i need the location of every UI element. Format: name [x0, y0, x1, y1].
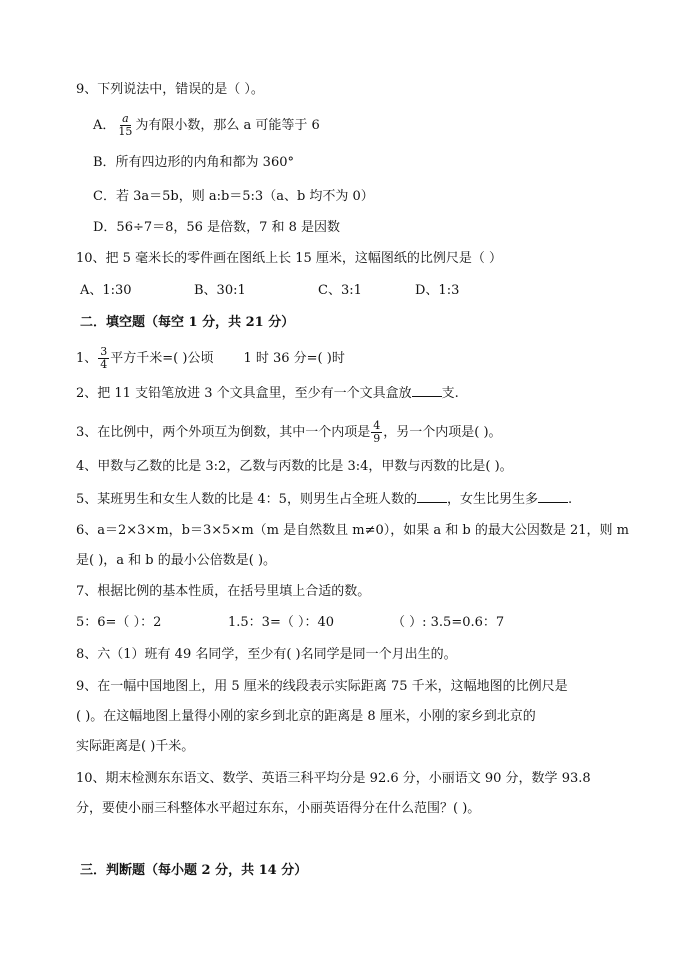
q9-option-d: D．56÷7＝8，56 是倍数，7 和 8 是因数	[93, 220, 341, 235]
fill-q4: 4、甲数与乙数的比是 3:2，乙数与丙数的比是 3:4，甲数与丙数的比是( )。	[76, 459, 513, 474]
fill-q8: 8、六（1）班有 49 名同学，至少有( )名同学是同一个月出生的。	[76, 647, 457, 662]
q9-option-a	[93, 113, 320, 138]
fill-q6-line2: 是( )，a 和 b 的最小公倍数是( )。	[76, 553, 277, 568]
answer-blank[interactable]	[412, 384, 442, 397]
fill-q2-text: 2、把 11 支铅笔放进 3 个文具盒里，至少有一个文具盒放	[76, 386, 412, 401]
q9-option-a-text: 为有限小数，那么 a 可能等于 6	[135, 118, 320, 133]
fill-q7-stem: 7、根据比例的基本性质，在括号里填上合适的数。	[76, 584, 371, 599]
fraction-numerator: a	[122, 112, 129, 125]
fill-q1-part1: 平方千米=( )公顷	[110, 351, 214, 366]
fill-q2	[76, 384, 459, 403]
fill-q1-prefix: 1、	[76, 351, 98, 366]
q10-option-a: A、1:30	[80, 283, 132, 298]
q9-option-c: C．若 3a＝5b，则 a:b＝5:3（a、b 均不为 0）	[93, 189, 374, 204]
fraction-denominator: 9	[373, 432, 381, 445]
fill-q7-item-1: 5：6=（ ）：2	[76, 615, 162, 630]
answer-blank[interactable]	[538, 490, 568, 503]
fill-q10-line2: 分，要使小丽三科整体水平超过东东，小丽英语得分在什么范围？( )。	[76, 801, 481, 816]
section-judge-title: 三．判断题（每小题 2 分，共 14 分）	[80, 863, 308, 878]
fraction-denominator: 4	[100, 358, 108, 371]
fill-q1-part2: 1 时 36 分=( )时	[243, 351, 345, 366]
fill-q5-part2: ，女生比男生多	[446, 492, 538, 507]
q9-option-b: B．所有四边形的内角和都为 360°	[93, 155, 294, 170]
q9-stem: 9、下列说法中，错误的是（ ）。	[76, 82, 264, 97]
fill-q1-fraction	[98, 346, 109, 371]
fill-q7-item-2: 1.5：3=（ ）：40	[228, 615, 335, 630]
fill-q10-line1: 10、期末检测东东语文、数学、英语三科平均分是 92.6 分，小丽语文 90 分，数学 93.8	[76, 771, 591, 786]
fill-q9-line2: ( )。在这幅地图上量得小刚的家乡到北京的距离是 8 厘米，小刚的家乡到北京的	[76, 709, 536, 724]
fill-q7-item-3: （ ）: 3.5=0.6：7	[392, 615, 505, 630]
fill-q5-part1: 5、某班男生和女生人数的比是 4：5，则男生占全班人数的	[76, 492, 417, 507]
fill-q3-text: 3、在比例中，两个外项互为倒数，其中一个内项是	[76, 425, 371, 440]
fill-q6-line1: 6、a＝2×3×m，b＝3×5×m（m 是自然数且 m≠0），如果 a 和 b 的最大公因数是 21，则 m	[76, 523, 629, 538]
q9-option-a-prefix: A．	[93, 118, 116, 133]
q10-option-d: D、1:3	[415, 283, 460, 298]
q10-stem: 10、把 5 毫米长的零件画在图纸上长 15 厘米，这幅图纸的比例尺是（ ）	[76, 251, 503, 266]
answer-blank[interactable]	[417, 490, 447, 503]
fill-q3	[76, 420, 502, 445]
fill-q9-line3: 实际距离是( )千米。	[76, 739, 195, 754]
fraction-denominator: 15	[118, 125, 133, 138]
q10-option-c: C、3:1	[318, 283, 362, 298]
fill-q2-suffix: 支.	[441, 386, 459, 401]
fill-q9-line1: 9、在一幅中国地图上，用 5 厘米的线段表示实际距离 75 千米，这幅地图的比例尺是	[76, 679, 568, 694]
fraction-numerator: 3	[100, 345, 108, 358]
fill-q5-part3: .	[567, 492, 573, 507]
q10-option-b: B、30:1	[194, 283, 246, 298]
fill-q3-suffix: ，另一个内项是( )。	[383, 425, 502, 440]
fraction-numerator: 4	[373, 419, 381, 432]
q9-option-a-fraction	[116, 113, 134, 138]
fill-q3-fraction	[371, 420, 382, 445]
section-fill-title: 二．填空题（每空 1 分，共 21 分）	[80, 315, 295, 330]
fill-q1	[76, 346, 345, 371]
fill-q5	[76, 490, 572, 509]
